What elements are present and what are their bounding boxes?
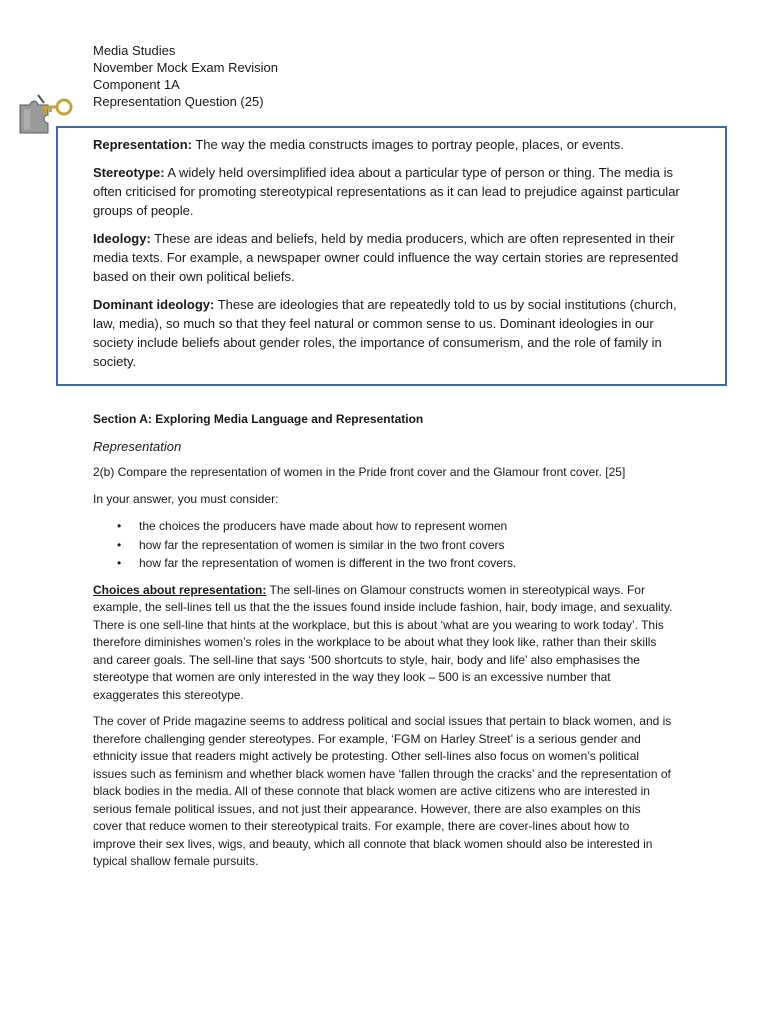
subsection-title: Representation	[93, 438, 182, 454]
paragraph-heading: Choices about representation:	[93, 582, 267, 597]
answer-paragraph-pride: The cover of Pride magazine seems to address political and social issues that pertain to black women, and is therefore challenging gender stereotypes. For example, ‘FGM on Harley Street’ is a serious gender and ethnicity issue that readers might actively be protesting. Other sell-lines also focus on women’s political issues such as feminism and whether black women have ‘fallen through the cracks’ and the representation of black bodies in the media. All of these connote that black women are active citizens who are interested in serious female political issues, and not just their appearance. However, there are also examples on this cover that reduce women to their stereotypical traits. For example, there are cover-lines about how to improve their sex lives, wigs, and beauty, which all connote that black women should also be interested in typical shallow female pursuits.	[93, 714, 672, 868]
section-title: Section A: Exploring Media Language and Representation	[93, 412, 424, 426]
exam-question: 2(b) Compare the representation of women in the Pride front cover and the Glamour front cover. [25]	[93, 465, 626, 479]
list-item-text: the choices the producers have made about how to represent women	[139, 519, 508, 533]
question-section	[93, 411, 673, 880]
definition-text: The way the media constructs images to portray people, places, or events.	[191, 137, 624, 152]
list-item-text: how far the representation of women is different in the two front covers.	[139, 556, 517, 570]
header-question: Representation Question (25)	[93, 94, 264, 109]
header-subject: Media Studies	[93, 43, 176, 58]
answer-paragraph-glamour	[93, 582, 673, 705]
term-label: Representation:	[93, 137, 192, 152]
term-label: Ideology:	[93, 231, 151, 246]
key-shape	[42, 100, 71, 114]
consider-intro: In your answer, you must consider:	[93, 491, 279, 506]
definitions-list	[93, 135, 693, 380]
term-label: Stereotype:	[93, 165, 165, 180]
definition-text: A widely held oversimplified idea about a particular type of person or thing. The media is often criticised for promoting stereotypical representations as it can lead to prejudice against particular groups of people.	[93, 165, 680, 218]
list-item	[93, 517, 673, 536]
document-header	[93, 42, 278, 110]
bullet-icon: •	[117, 519, 122, 533]
bullet-icon: •	[117, 537, 122, 552]
list-item	[93, 536, 673, 555]
definition-ideology	[93, 229, 693, 286]
definition-stereotype	[93, 163, 693, 220]
list-item-text: how far the representation of women is similar in the two front covers	[139, 537, 505, 552]
header-exam: November Mock Exam Revision	[93, 60, 278, 75]
definition-text: These are ideas and beliefs, held by media producers, which are often represented in their media texts. For example, a newspaper owner could influence the way certain stories are represented based on their own political beliefs.	[93, 231, 679, 284]
definition-dominant-ideology	[93, 295, 693, 371]
header-component: Component 1A	[93, 77, 180, 92]
definition-representation	[93, 135, 693, 154]
term-label: Dominant ideology:	[93, 297, 215, 312]
bullet-icon: •	[117, 556, 122, 570]
consider-list	[93, 517, 673, 573]
list-item	[93, 554, 673, 573]
paragraph-text: The sell-lines on Glamour constructs women in stereotypical ways. For example, the sell-lines tell us that the the issues found inside include fashion, hair, body image, and sexuality. There is one sell-line that hints at the workplace, but this is about ‘what are you wearing to work today’. This therefore diminishes women’s roles in the workplace to be about what they look like, rather than their skills and career goals. The sell-line that says ‘500 shortcuts to style, hair, body and life’ also emphasises the stereotype that women are only interested in the way they look – 500 is an excessive number that exaggerates this stereotype.	[93, 582, 673, 702]
definition-text: These are ideologies that are repeatedly told to us by social institutions (church, law, media), so much so that they feel natural or common sense to us. Dominant ideologies in our society include beliefs about gender roles, the importance of consumerism, and the role of family in society.	[93, 297, 677, 369]
